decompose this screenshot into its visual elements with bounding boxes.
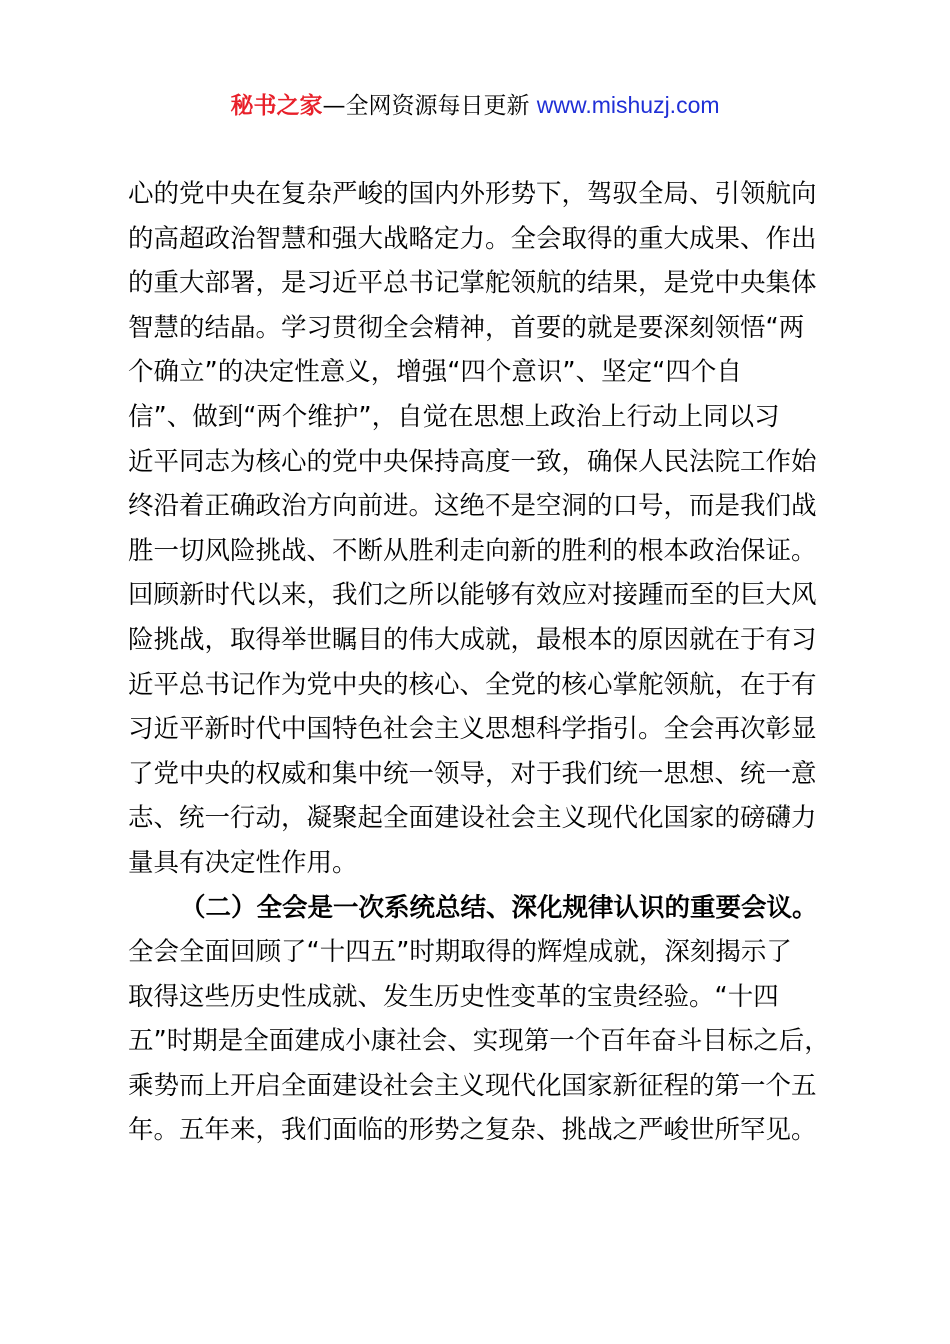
brand-name: 秘书之家 bbox=[230, 93, 323, 119]
body-line: 全会全面回顾了“十四五”时期取得的辉煌成就，深刻揭示了 bbox=[128, 937, 792, 968]
body-line: 胜一切风险挑战、不断从胜利走向新的胜利的根本政治保证。 bbox=[128, 535, 817, 566]
body-line: 回顾新时代以来，我们之所以能够有效应对接踵而至的巨大风 bbox=[128, 580, 817, 611]
body-line: 量具有决定性作用。 bbox=[128, 847, 358, 878]
site-header bbox=[0, 88, 950, 123]
body-line: 近平同志为核心的党中央保持高度一致，确保人民法院工作始 bbox=[128, 446, 817, 477]
header-tagline: —全网资源每日更新 bbox=[322, 93, 537, 119]
body-line: 五”时期是全面建成小康社会、实现第一个百年奋斗目标之后， bbox=[128, 1026, 830, 1057]
body-line: 了党中央的权威和集中统一领导，对于我们统一思想、统一意 bbox=[128, 758, 817, 789]
body-line: 近平总书记作为党中央的核心、全党的核心掌舵领航，在于有 bbox=[128, 669, 817, 700]
body-line: 终沿着正确政治方向前进。这绝不是空洞的口号，而是我们战 bbox=[128, 491, 817, 522]
body-line: 习近平新时代中国特色社会主义思想科学指引。全会再次彰显 bbox=[128, 714, 817, 745]
body-line: 乘势而上开启全面建设社会主义现代化国家新征程的第一个五 bbox=[128, 1070, 817, 1101]
body-line: 险挑战，取得举世瞩目的伟大成就，最根本的原因就在于有习 bbox=[128, 624, 817, 655]
body-line: 志、统一行动，凝聚起全面建设社会主义现代化国家的磅礴力 bbox=[128, 803, 817, 834]
body-line: 的高超政治智慧和强大战略定力。全会取得的重大成果、作出 bbox=[128, 223, 817, 254]
site-url-link[interactable]: www.mishuzj.com bbox=[536, 92, 720, 118]
document-body bbox=[128, 172, 838, 1153]
body-line: 取得这些历史性成就、发生历史性变革的宝贵经验。“十四 bbox=[128, 981, 779, 1012]
body-line: 信”、做到“两个维护”，自觉在思想上政治上行动上同以习 bbox=[128, 401, 780, 432]
body-line: 年。五年来，我们面临的形势之复杂、挑战之严峻世所罕见。 bbox=[128, 1115, 817, 1146]
body-line: 智慧的结晶。学习贯彻全会精神，首要的就是要深刻领悟“两 bbox=[128, 312, 805, 343]
body-line: 心的党中央在复杂严峻的国内外形势下，驾驭全局、引领航向 bbox=[128, 179, 817, 209]
body-line: 个确立”的决定性意义，增强“四个意识”、坚定“四个自 bbox=[128, 357, 742, 388]
body-line: 的重大部署，是习近平总书记掌舵领航的结果，是党中央集体 bbox=[128, 268, 817, 299]
section-heading: （二）全会是一次系统总结、深化规律认识的重要会议。 bbox=[180, 892, 818, 923]
